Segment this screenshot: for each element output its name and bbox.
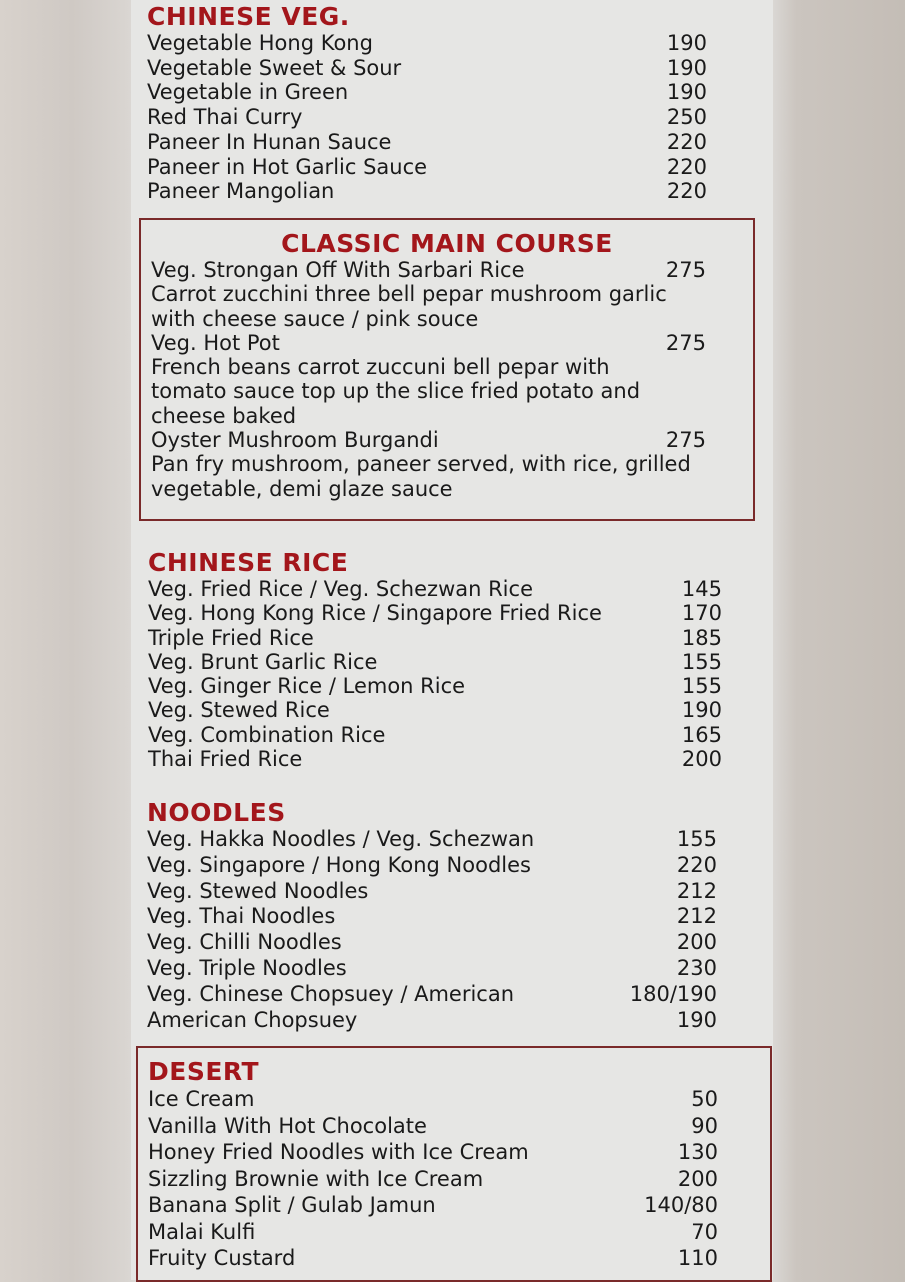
item-description: vegetable, demi glaze sauce	[151, 476, 453, 501]
item-price: 145	[681, 577, 722, 601]
menu-item	[148, 1219, 718, 1246]
item-name: Banana Split / Gulab Jamun	[148, 1193, 436, 1217]
item-name: Thai Fried Rice	[148, 747, 303, 772]
item-price: 185	[681, 625, 722, 650]
item-price: 90	[691, 1113, 718, 1138]
item-name: Oyster Mushroom Burgandi	[151, 428, 439, 453]
item-name: Vanilla With Hot Chocolate	[148, 1113, 427, 1138]
item-price: 220	[676, 852, 717, 877]
item-price: 155	[676, 827, 717, 851]
item-price: 155	[681, 674, 722, 699]
menu-item	[147, 130, 707, 155]
item-name: Fruity Custard	[148, 1246, 296, 1270]
item-price: 190	[666, 55, 707, 80]
item-name: Vegetable Sweet & Sour	[147, 55, 402, 80]
item-price: 250	[666, 105, 707, 130]
item-name: Veg. Stewed Rice	[148, 698, 330, 723]
item-name: Ice Cream	[148, 1087, 255, 1111]
section-chinese-rice	[148, 549, 722, 771]
item-description: Carrot zucchini three bell pepar mushroom garlic	[151, 282, 667, 307]
item-name: Veg. Singapore / Hong Kong Noodles	[147, 852, 531, 877]
menu-item	[148, 626, 722, 650]
item-price: 190	[666, 31, 707, 55]
menu-item	[148, 1086, 718, 1113]
item-price: 212	[676, 878, 717, 903]
menu-item	[151, 428, 706, 452]
menu-item	[147, 56, 707, 81]
menu-item	[151, 258, 706, 282]
item-price: 275	[665, 258, 706, 282]
item-name: Veg. Ginger Rice / Lemon Rice	[148, 674, 466, 699]
item-name: Veg. Hot Pot	[151, 330, 280, 355]
item-price: 180/190	[629, 981, 717, 1006]
item-price: 190	[681, 698, 722, 723]
menu-item	[147, 105, 707, 130]
section-desert	[136, 1046, 772, 1282]
menu-item	[148, 1245, 718, 1272]
menu-item	[151, 331, 706, 355]
menu-item	[148, 747, 722, 771]
menu-item	[148, 601, 722, 625]
menu-item	[147, 179, 707, 204]
item-price: 155	[681, 649, 722, 674]
item-price: 165	[681, 722, 722, 747]
item-price: 190	[676, 1007, 717, 1032]
menu-item	[147, 827, 717, 853]
menu-item	[148, 674, 722, 698]
item-description: cheese baked	[151, 403, 297, 428]
menu-item	[147, 1008, 717, 1034]
item-price: 110	[677, 1246, 718, 1270]
item-description: French beans carrot zuccuni bell pepar with	[151, 355, 610, 380]
section-title: CHINESE RICE	[148, 548, 349, 577]
item-name: Triple Fried Rice	[148, 625, 314, 650]
menu-item	[147, 956, 717, 982]
item-price: 70	[691, 1219, 718, 1244]
item-name: Paneer in Hot Garlic Sauce	[147, 154, 428, 179]
item-price: 130	[677, 1140, 718, 1164]
menu-item	[147, 930, 717, 956]
menu-item	[148, 1139, 718, 1166]
menu-item	[147, 853, 717, 879]
item-name: Veg. Brunt Garlic Rice	[148, 649, 378, 674]
menu-item	[148, 1166, 718, 1193]
item-price: 220	[666, 154, 707, 179]
menu-page	[131, 0, 773, 1280]
item-name: Veg. Hong Kong Rice / Singapore Fried Rice	[148, 601, 602, 626]
section-title: CLASSIC MAIN COURSE	[281, 229, 613, 258]
menu-item	[148, 698, 722, 722]
item-price: 275	[665, 428, 706, 453]
item-name: Veg. Fried Rice / Veg. Schezwan Rice	[148, 577, 533, 601]
item-name: Paneer In Hunan Sauce	[147, 129, 392, 154]
item-description: tomato sauce top up the slice fried potato and	[151, 379, 641, 404]
item-name: Veg. Chinese Chopsuey / American	[147, 981, 515, 1006]
item-price: 275	[665, 330, 706, 355]
menu-item	[148, 1192, 718, 1219]
menu-item	[148, 577, 722, 601]
item-name: Veg. Triple Noodles	[147, 955, 347, 980]
item-price: 170	[681, 601, 722, 626]
item-name: Veg. Strongan Off With Sarbari Rice	[151, 258, 525, 282]
item-price: 220	[666, 179, 707, 204]
menu-item	[147, 982, 717, 1008]
menu-item	[148, 1113, 718, 1140]
item-price: 140/80	[644, 1193, 718, 1217]
menu-item	[147, 31, 707, 56]
menu-item	[147, 155, 707, 180]
menu-item	[147, 904, 717, 930]
item-name: Paneer Mangolian	[147, 179, 335, 204]
item-description: Pan fry mushroom, paneer served, with rice, grilled	[151, 452, 691, 477]
item-name: Veg. Chilli Noodles	[147, 930, 342, 955]
section-title: DESERT	[148, 1057, 260, 1086]
section-title: NOODLES	[147, 798, 286, 827]
item-name: Veg. Stewed Noodles	[147, 878, 369, 903]
item-price: 50	[691, 1087, 718, 1111]
item-price: 200	[677, 1166, 718, 1191]
item-name: Malai Kulfi	[148, 1219, 256, 1244]
item-price: 190	[666, 80, 707, 105]
menu-item	[148, 723, 722, 747]
item-name: Veg. Combination Rice	[148, 722, 386, 747]
section-title: CHINESE VEG.	[147, 2, 350, 31]
menu-item	[147, 80, 707, 105]
item-price: 230	[676, 955, 717, 980]
menu-item	[148, 650, 722, 674]
item-name: Veg. Hakka Noodles / Veg. Schezwan	[147, 827, 535, 851]
item-price: 200	[681, 747, 722, 772]
section-noodles	[147, 799, 717, 1033]
item-name: Red Thai Curry	[147, 105, 303, 130]
item-price: 220	[666, 129, 707, 154]
menu-item	[147, 879, 717, 905]
item-name: Vegetable in Green	[147, 80, 349, 105]
item-name: American Chopsuey	[147, 1007, 358, 1032]
item-name: Honey Fried Noodles with Ice Cream	[148, 1140, 529, 1164]
section-classic-main-course	[139, 218, 755, 521]
section-chinese-veg	[147, 3, 707, 204]
item-name: Veg. Thai Noodles	[147, 904, 336, 929]
item-name: Vegetable Hong Kong	[147, 31, 373, 55]
item-name: Sizzling Brownie with Ice Cream	[148, 1166, 484, 1191]
item-description: with cheese sauce / pink souce	[151, 306, 479, 331]
item-price: 200	[676, 930, 717, 955]
item-price: 212	[676, 904, 717, 929]
